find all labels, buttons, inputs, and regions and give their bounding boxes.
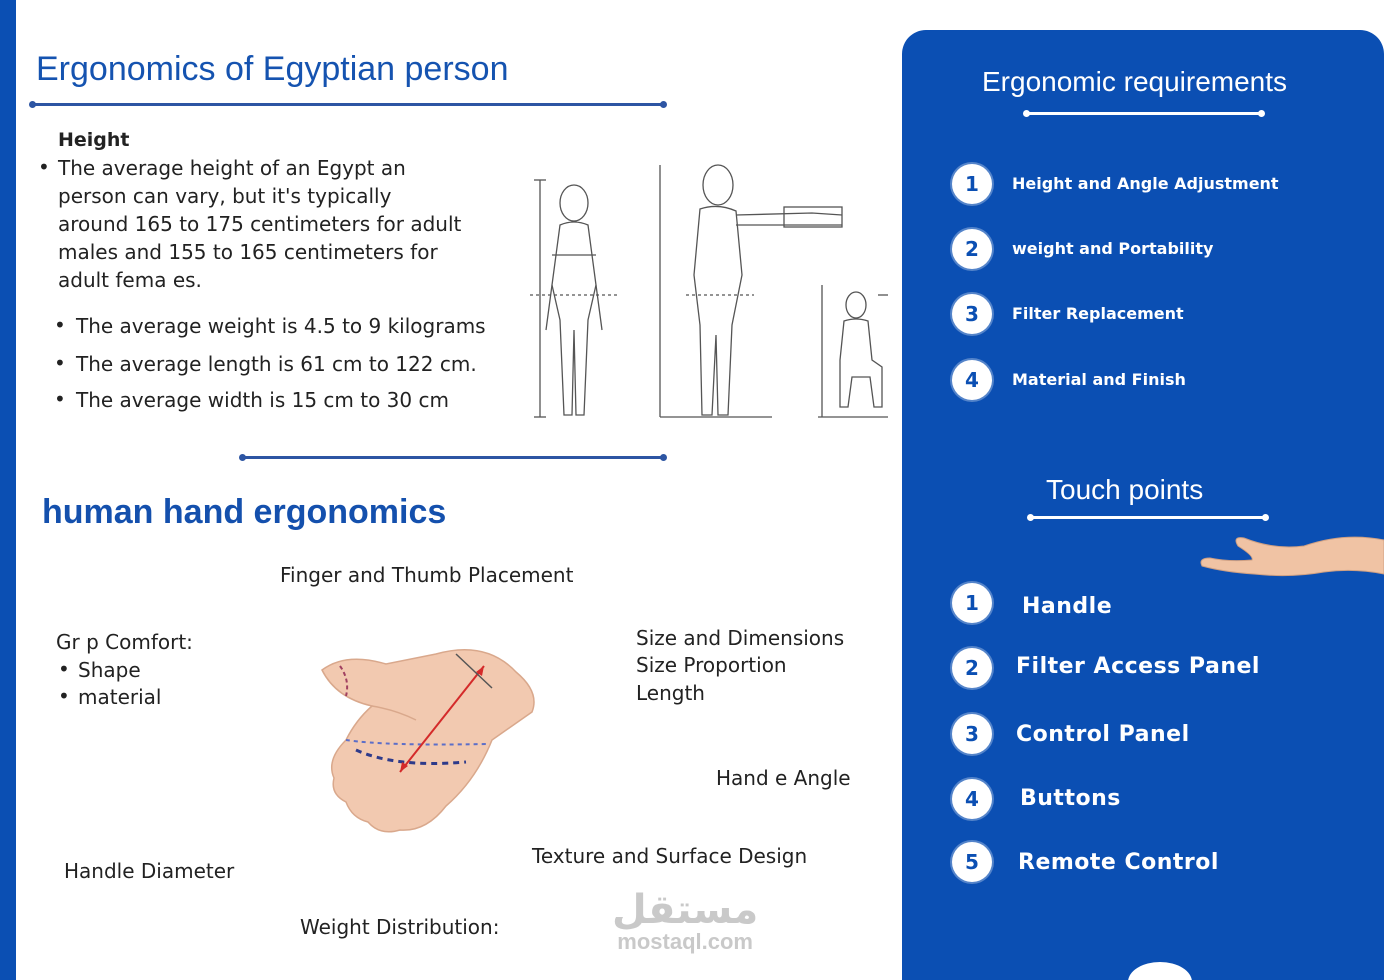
hand-illustration [316,640,544,840]
length-bullet: The average length is 61 cm to 122 cm. [76,352,477,376]
touch-points-underline [1030,516,1266,519]
touch-point-item: Control Panel [1016,722,1190,747]
requirement-item: Height and Angle Adjustment [1012,174,1279,193]
requirement-number: 3 [952,294,992,334]
touch-point-number: 5 [952,842,992,882]
length-label: Length [636,681,705,705]
texture-label: Texture and Surface Design [532,844,808,868]
size-dimensions-label: Size and Dimensions [636,626,845,650]
human-body-diagram [522,145,894,425]
mostaql-watermark [612,887,759,954]
watermark-latin: mostaql.com [617,929,753,954]
bullet-dot: • [54,387,66,411]
touch-point-number: 4 [952,779,992,819]
requirement-item: Filter Replacement [1012,304,1184,323]
bullet-dot: • [58,657,70,681]
panel-title-underline [1026,112,1262,115]
section-title-hand: human hand ergonomics [42,493,447,531]
height-paragraph: The average height of an Egypt an person can vary, but it's typically around 165 to 175 centimeters for adult males and 155 to 165 centimeters for adult fema es. [58,156,462,292]
grip-material: material [78,685,162,709]
touch-point-number: 3 [952,714,992,754]
size-proportion-label: Size Proportion [636,653,787,677]
touch-point-number: 2 [952,648,992,688]
watermark-arabic: مستقل [612,887,759,933]
handle-diameter-label: Handle Diameter [64,859,235,883]
requirement-number: 2 [952,229,992,269]
grip-shape: Shape [78,658,141,682]
grip-comfort-label: Gr p Comfort: [56,630,193,654]
section-title-egyptian: Ergonomics of Egyptian person [36,50,509,88]
requirement-item: weight and Portability [1012,239,1214,258]
requirement-number: 4 [952,360,992,400]
weight-distribution-label: Weight Distribution: [300,915,500,939]
requirement-item: Material and Finish [1012,370,1186,389]
touch-point-number: 1 [952,583,992,623]
requirement-number: 1 [952,164,992,204]
touch-point-item: Remote Control [1018,850,1219,875]
weight-bullet: The average weight is 4.5 to 9 kilograms [76,314,486,338]
handle-angle-label: Hand e Angle [716,766,851,790]
touch-point-item: Buttons [1020,786,1121,811]
title-underline [32,103,664,106]
section-divider [242,456,664,459]
bullet-dot: • [38,155,50,179]
touch-point-item: Filter Access Panel [1016,654,1260,679]
width-bullet: The average width is 15 cm to 30 cm [76,388,449,412]
bullet-dot: • [54,351,66,375]
height-heading: Height [58,129,130,151]
touch-point-item: Handle [1022,594,1113,619]
bullet-dot: • [58,684,70,708]
left-edge-bar [0,0,16,980]
bullet-dot: • [54,313,66,337]
finger-thumb-label: Finger and Thumb Placement [280,563,574,587]
touch-points-title: Touch points [1046,474,1204,505]
reaching-hand-image [1194,528,1384,598]
panel-title: Ergonomic requirements [982,66,1288,97]
